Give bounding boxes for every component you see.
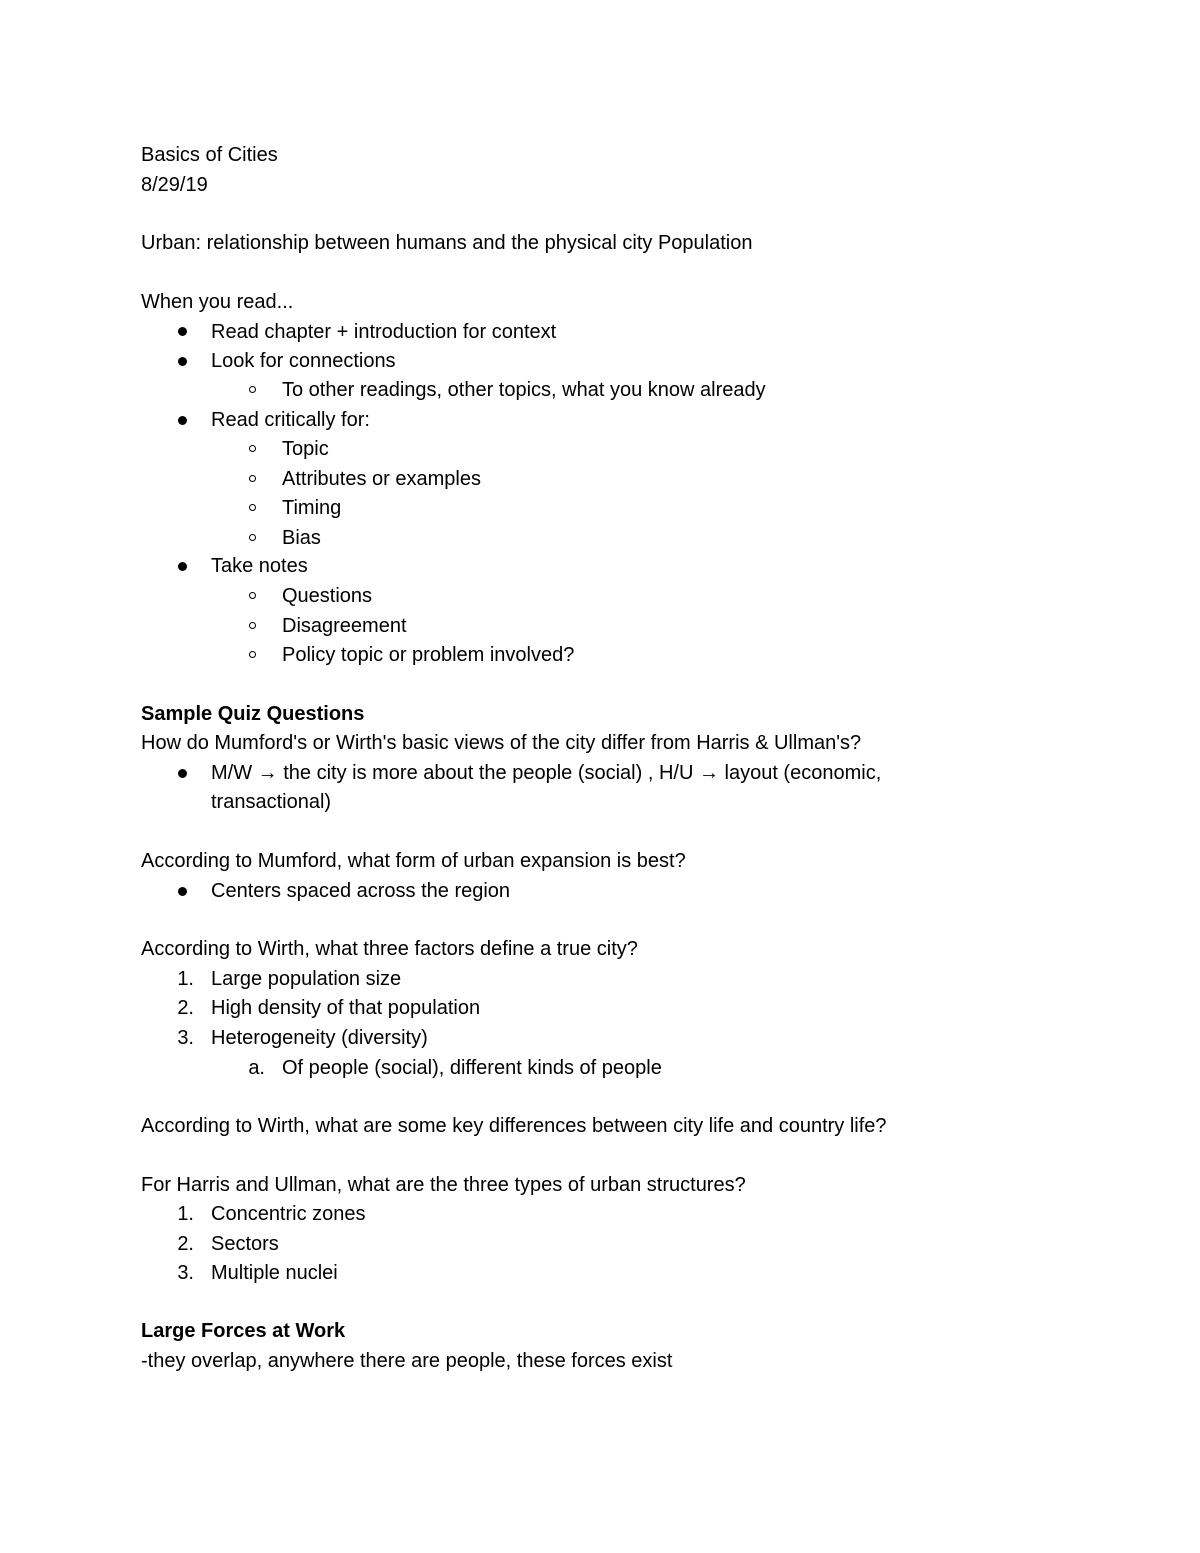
- numbered-item: High density of that population: [211, 997, 481, 1019]
- hollow-bullet-icon: [249, 622, 256, 629]
- sub-list-item: Policy topic or problem involved?: [282, 644, 575, 666]
- list-item: Look for connections: [211, 350, 396, 372]
- sub-list-item: Bias: [282, 527, 321, 549]
- bullet-icon: [178, 327, 187, 336]
- hollow-bullet-icon: [249, 504, 256, 511]
- sub-list-item: Timing: [282, 497, 342, 519]
- numbered-item: Multiple nuclei: [211, 1262, 338, 1284]
- list-number: 1.: [177, 968, 194, 990]
- document-title: Basics of Cities: [141, 144, 278, 166]
- hollow-bullet-icon: [249, 592, 256, 599]
- bullet-icon: [178, 357, 187, 366]
- sub-list-item: To other readings, other topics, what you know already: [282, 379, 766, 401]
- sub-list-item: Disagreement: [282, 615, 407, 637]
- quiz-answer-continued: transactional): [211, 791, 332, 813]
- quiz-question: According to Mumford, what form of urban expansion is best?: [141, 850, 686, 872]
- list-number: 1.: [177, 1203, 194, 1225]
- document-date: 8/29/19: [141, 174, 208, 196]
- hollow-bullet-icon: [249, 534, 256, 541]
- list-number: 3.: [177, 1262, 194, 1284]
- quiz-question: According to Wirth, what three factors define a true city?: [141, 938, 638, 960]
- list-item: Read critically for:: [211, 409, 370, 431]
- forces-heading: Large Forces at Work: [141, 1320, 346, 1342]
- quiz-question: For Harris and Ullman, what are the three types of urban structures?: [141, 1174, 746, 1196]
- hollow-bullet-icon: [249, 475, 256, 482]
- sub-list-item: Topic: [282, 438, 329, 460]
- quiz-heading: Sample Quiz Questions: [141, 703, 365, 725]
- sub-list-item: Attributes or examples: [282, 468, 481, 490]
- list-item: Read chapter + introduction for context: [211, 321, 557, 343]
- hollow-bullet-icon: [249, 445, 256, 452]
- quiz-question: How do Mumford's or Wirth's basic views of the city differ from Harris & Ullman's?: [141, 732, 862, 754]
- urban-definition: Urban: relationship between humans and the physical city Population: [141, 232, 753, 254]
- list-number: 2.: [177, 1233, 194, 1255]
- bullet-icon: [178, 769, 187, 778]
- quiz-question: According to Wirth, what are some key differences between city life and country life?: [141, 1115, 887, 1137]
- bullet-icon: [178, 416, 187, 425]
- hollow-bullet-icon: [249, 386, 256, 393]
- list-item: Take notes: [211, 555, 308, 577]
- bullet-icon: [178, 562, 187, 571]
- forces-text: -they overlap, anywhere there are people, these forces exist: [141, 1350, 673, 1372]
- list-letter: a.: [248, 1057, 265, 1079]
- numbered-item: Heterogeneity (diversity): [211, 1027, 428, 1049]
- reading-heading: When you read...: [141, 291, 294, 313]
- bullet-icon: [178, 887, 187, 896]
- quiz-answer: Centers spaced across the region: [211, 880, 511, 902]
- lettered-item: Of people (social), different kinds of people: [282, 1057, 662, 1079]
- list-number: 3.: [177, 1027, 194, 1049]
- quiz-answer: M/W → the city is more about the people (social) , H/U → layout (economic,: [211, 762, 882, 784]
- sub-list-item: Questions: [282, 585, 373, 607]
- numbered-item: Concentric zones: [211, 1203, 366, 1225]
- list-number: 2.: [177, 997, 194, 1019]
- numbered-item: Sectors: [211, 1233, 279, 1255]
- hollow-bullet-icon: [249, 651, 256, 658]
- numbered-item: Large population size: [211, 968, 402, 990]
